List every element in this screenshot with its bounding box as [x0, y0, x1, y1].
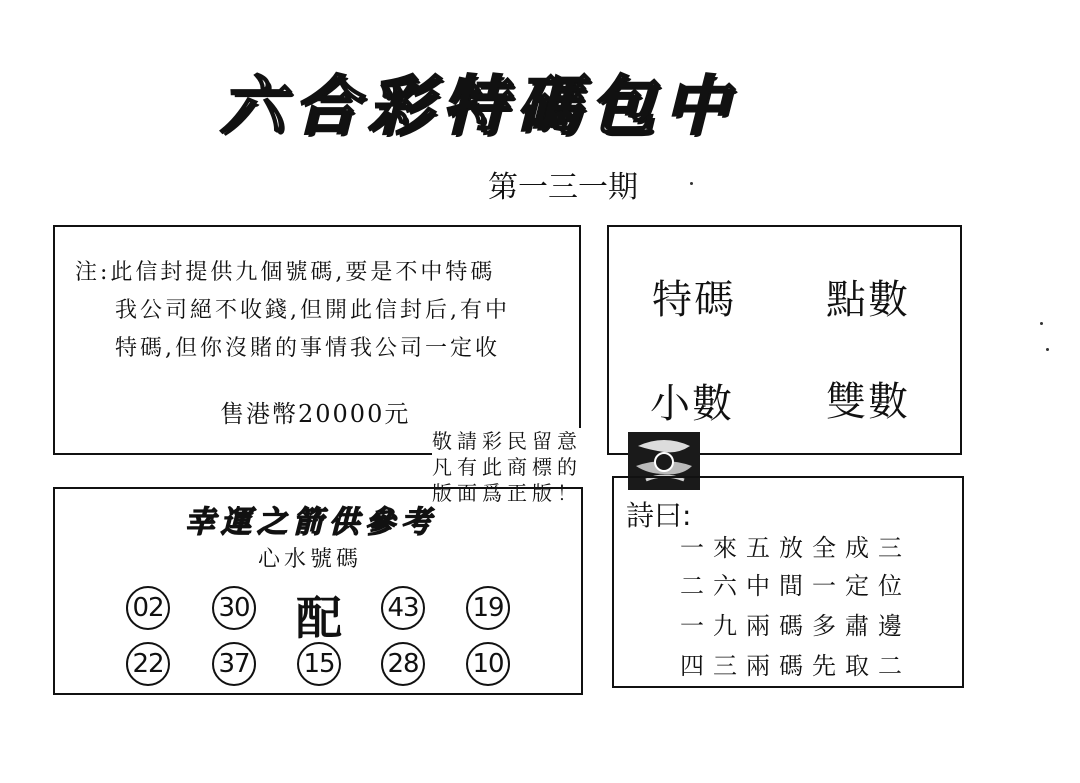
- notice-line: 特碼,但你沒賭的事情我公司一定收: [115, 336, 500, 361]
- trademark-note: 凡有此商標的: [432, 455, 582, 479]
- number-ball: 43: [381, 586, 425, 630]
- lucky-subtitle: 心水號碼: [258, 547, 363, 572]
- number-ball: 30: [212, 586, 256, 630]
- lucky-title: 幸運之箭供參考: [185, 505, 437, 540]
- poem-line: 四三兩碼先取二: [680, 652, 911, 680]
- poem-heading: 詩曰:: [626, 499, 692, 532]
- notice-line: 我公司絕不收錢,但開此信封后,有中: [115, 298, 510, 323]
- poem-line: 一九兩碼多肅邊: [680, 612, 911, 640]
- poem-line: 二六中間一定位: [680, 572, 911, 600]
- poem-line: 一來五放全成三: [680, 534, 911, 562]
- page-title: 六合彩特碼包中: [220, 69, 738, 144]
- number-ball: 37: [212, 642, 256, 686]
- scan-speck: [1046, 348, 1049, 351]
- trademark-note: 敬請彩民留意: [432, 429, 582, 453]
- number-ball: 02: [126, 586, 170, 630]
- number-ball: 15: [297, 642, 341, 686]
- special-item: 特碼: [652, 277, 736, 323]
- special-item: 小數: [650, 381, 734, 427]
- special-item: 點數: [826, 277, 910, 323]
- scan-speck: [690, 182, 693, 185]
- scan-speck: [1040, 322, 1043, 325]
- pei-label: 配: [296, 591, 342, 645]
- number-ball: 10: [466, 642, 510, 686]
- number-ball: 28: [381, 642, 425, 686]
- special-item: 雙數: [826, 379, 910, 425]
- number-ball: 22: [126, 642, 170, 686]
- issue-number: 第一三一期: [488, 170, 638, 205]
- notice-line: 注:此信封提供九個號碼,要是不中特碼: [75, 260, 496, 285]
- number-ball: 19: [466, 586, 510, 630]
- trademark-note: 版面爲正版！: [432, 481, 582, 505]
- price-text: 售港幣20000元: [220, 400, 411, 428]
